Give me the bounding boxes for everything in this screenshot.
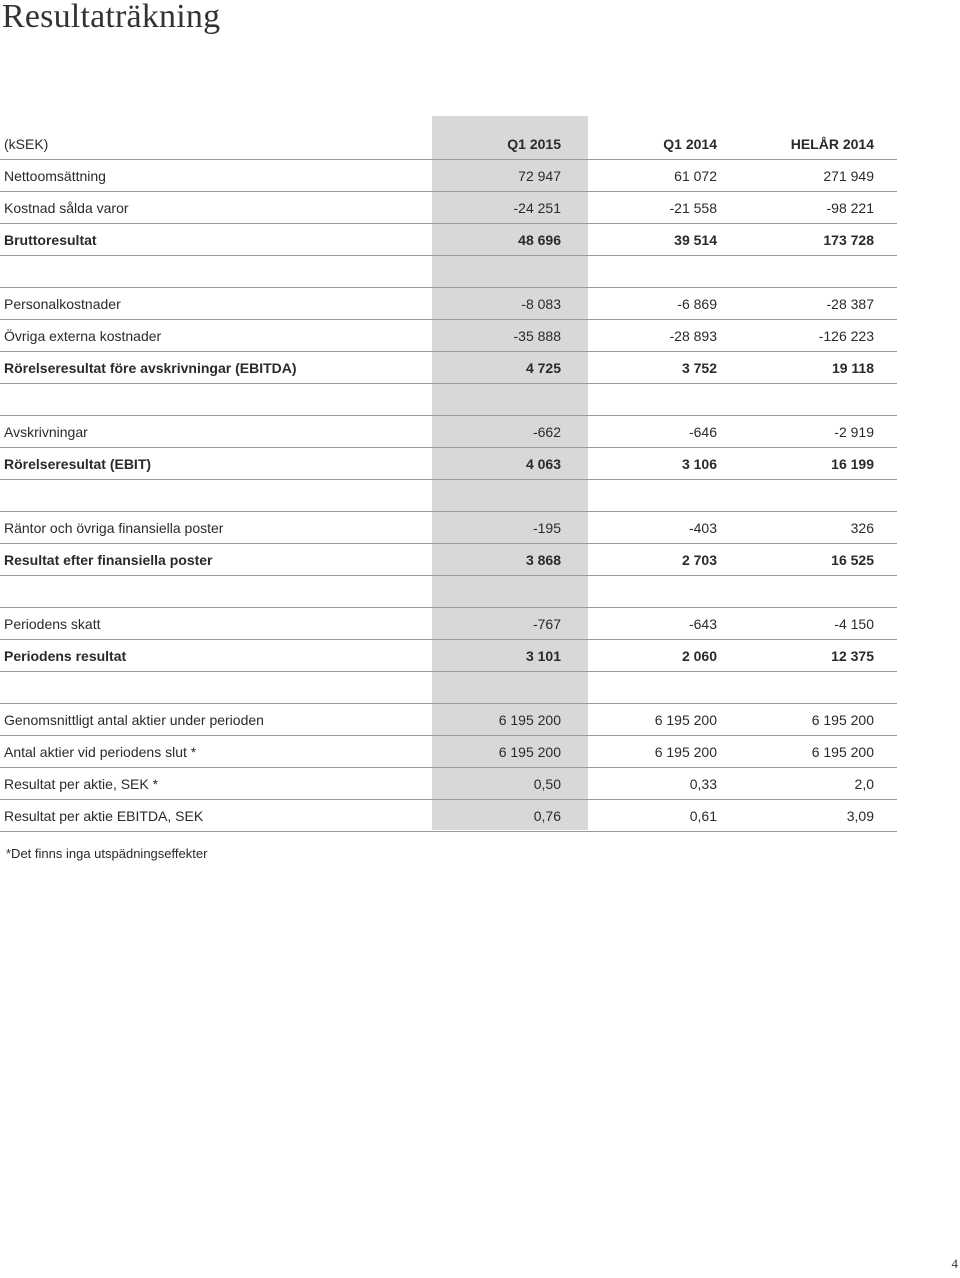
spacer-row <box>0 480 897 512</box>
value-q1-2014: -646 <box>688 424 717 440</box>
value-q1-2015: -35 888 <box>513 328 561 344</box>
row-label: Antal aktier vid periodens slut * <box>4 744 197 760</box>
row-label: Övriga externa kostnader <box>4 328 162 344</box>
value-q1-2015: 6 195 200 <box>498 744 561 760</box>
header-q1-2014: Q1 2014 <box>663 136 717 152</box>
value-q1-2014: 39 514 <box>674 232 717 248</box>
value-q1-2014: -21 558 <box>669 200 717 216</box>
table-row <box>0 544 897 576</box>
row-label: Resultat efter finansiella poster <box>4 552 213 568</box>
row-label: Resultat per aktie EBITDA, SEK <box>4 808 204 824</box>
value-helar-2014: 16 525 <box>831 552 874 568</box>
value-helar-2014: -28 387 <box>826 296 874 312</box>
table-row <box>0 224 897 256</box>
value-q1-2015: -24 251 <box>513 200 561 216</box>
value-helar-2014: 16 199 <box>831 456 874 472</box>
value-q1-2015: 6 195 200 <box>498 712 561 728</box>
value-helar-2014: 271 949 <box>823 168 874 184</box>
value-q1-2014: 6 195 200 <box>654 712 717 728</box>
value-helar-2014: -2 919 <box>834 424 874 440</box>
value-q1-2014: -403 <box>688 520 717 536</box>
value-q1-2015: 0,50 <box>533 776 561 792</box>
value-q1-2014: 0,61 <box>689 808 717 824</box>
spacer-row <box>0 384 897 416</box>
row-label: Nettoomsättning <box>4 168 106 184</box>
table-row <box>0 512 897 544</box>
income-statement-table <box>0 128 897 832</box>
row-label: Räntor och övriga finansiella poster <box>4 520 224 536</box>
value-helar-2014: 19 118 <box>831 360 874 376</box>
value-q1-2014: 2 060 <box>681 648 717 664</box>
value-helar-2014: 326 <box>850 520 874 536</box>
value-q1-2014: 0,33 <box>689 776 717 792</box>
header-q1-2015: Q1 2015 <box>507 136 561 152</box>
table-row <box>0 352 897 384</box>
value-q1-2015: 72 947 <box>518 168 561 184</box>
value-q1-2015: 48 696 <box>518 232 561 248</box>
header-unit-label: (kSEK) <box>4 136 49 152</box>
row-label: Genomsnittligt antal aktier under perioden <box>4 712 264 728</box>
value-q1-2015: -195 <box>532 520 561 536</box>
row-label: Kostnad sålda varor <box>4 200 129 216</box>
value-helar-2014: 2,0 <box>854 776 874 792</box>
value-q1-2015: 4 725 <box>525 360 561 376</box>
table-body <box>0 160 897 832</box>
table-row <box>0 192 897 224</box>
page-number: 4 <box>951 1256 958 1271</box>
page-title: Resultaträkning <box>2 0 221 35</box>
value-q1-2014: 61 072 <box>674 168 717 184</box>
value-q1-2014: 6 195 200 <box>654 744 717 760</box>
row-label: Bruttoresultat <box>4 232 97 248</box>
value-helar-2014: 6 195 200 <box>811 744 874 760</box>
table-row <box>0 640 897 672</box>
value-q1-2015: -662 <box>532 424 561 440</box>
row-label: Avskrivningar <box>4 424 88 440</box>
value-helar-2014: 12 375 <box>831 648 874 664</box>
row-label: Rörelseresultat före avskrivningar (EBITDA) <box>4 360 297 376</box>
table-row <box>0 800 897 832</box>
table-header-row <box>0 128 897 160</box>
row-label: Periodens resultat <box>4 648 127 664</box>
spacer-row <box>0 256 897 288</box>
value-q1-2015: 3 101 <box>525 648 561 664</box>
row-label: Periodens skatt <box>4 616 101 632</box>
value-helar-2014: 6 195 200 <box>811 712 874 728</box>
table-row <box>0 768 897 800</box>
value-helar-2014: -98 221 <box>826 200 874 216</box>
value-helar-2014: -4 150 <box>834 616 874 632</box>
footnote: *Det finns inga utspädningseffekter <box>6 846 208 861</box>
table-row <box>0 736 897 768</box>
value-q1-2015: 3 868 <box>525 552 561 568</box>
value-q1-2014: 3 106 <box>681 456 717 472</box>
value-q1-2014: -643 <box>688 616 717 632</box>
value-q1-2014: -28 893 <box>669 328 717 344</box>
value-q1-2015: 4 063 <box>525 456 561 472</box>
value-q1-2014: 3 752 <box>681 360 717 376</box>
spacer-row <box>0 576 897 608</box>
value-q1-2015: 0,76 <box>533 808 561 824</box>
table-row <box>0 416 897 448</box>
value-q1-2015: -767 <box>532 616 561 632</box>
header-helar-2014: HELÅR 2014 <box>790 136 874 152</box>
value-helar-2014: 3,09 <box>846 808 874 824</box>
value-q1-2014: -6 869 <box>677 296 717 312</box>
table-row <box>0 288 897 320</box>
row-label: Resultat per aktie, SEK * <box>4 776 159 792</box>
value-q1-2014: 2 703 <box>681 552 717 568</box>
table-row <box>0 160 897 192</box>
row-label: Personalkostnader <box>4 296 121 312</box>
spacer-row <box>0 672 897 704</box>
table-row <box>0 608 897 640</box>
table-row <box>0 320 897 352</box>
row-label: Rörelseresultat (EBIT) <box>4 456 152 472</box>
table-row <box>0 448 897 480</box>
value-helar-2014: 173 728 <box>823 232 874 248</box>
value-q1-2015: -8 083 <box>521 296 561 312</box>
table-row <box>0 704 897 736</box>
value-helar-2014: -126 223 <box>818 328 874 344</box>
